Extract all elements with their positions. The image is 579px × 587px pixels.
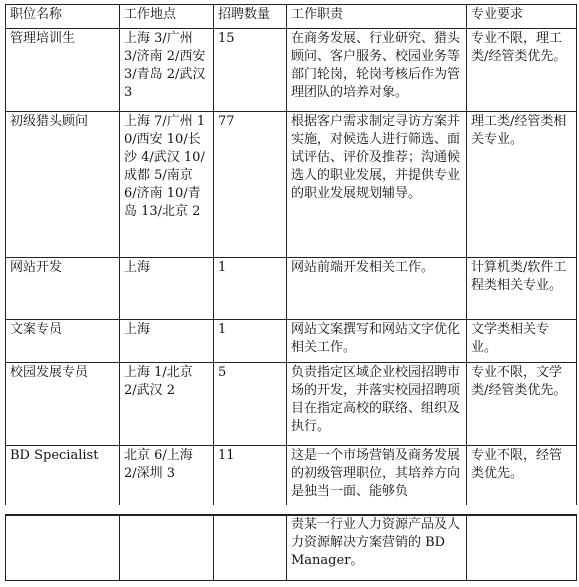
job-title: 校园发展专员 [6,363,120,446]
job-count: 77 [214,112,287,258]
table-row [6,112,577,258]
table-row [6,320,577,363]
job-count: 1 [214,320,287,363]
job-count: 1 [214,258,287,320]
job-location: 上海 1/北京 2/武汉 2 [120,363,214,446]
job-requirements: 计算机类/软件工程类相关专业。 [467,258,577,320]
job-location: 上海 7/广州 10/西安 10/长沙 4/武汉 10/成都 5/南京 6/济南 10/青岛 13/北京 2 [120,112,214,258]
header-requirements: 专业要求 [467,5,577,29]
job-count: 15 [214,29,287,112]
job-requirements: 专业不限，经管类优先。 [467,446,577,516]
header-duties: 工作职责 [287,5,467,29]
job-duties: 网站文案撰写和网站文字优化相关工作。 [287,320,467,363]
job-duties: 负责指定区域企业校园招聘市场的开发，并落实校园招聘项目在指定高校的联络、组织及执行。 [287,363,467,446]
job-requirements: 专业不限，理工类/经管类优先。 [467,29,577,112]
page-break [0,505,579,514]
job-count-empty [214,515,287,581]
job-duties: 在商务发展、行业研究、猎头顾问、客户服务、校园业务等部门轮岗，轮岗考核后作为管理团队的培养对象。 [287,29,467,112]
job-requirements: 理工类/经管类相关专业。 [467,112,577,258]
job-title: 管理培训生 [6,29,120,112]
job-count: 5 [214,363,287,446]
table-row-continued [6,515,577,581]
job-duties: 这是一个市场营销及商务发展的初级管理职位，其培养方向是独当一面、能够负 [287,446,467,516]
job-location: 北京 6/上海 2/深圳 3 [120,446,214,516]
job-title: 文案专员 [6,320,120,363]
table-row [6,363,577,446]
job-requirements-empty [467,515,577,581]
job-duties: 根据客户需求制定寻访方案并实施，对候选人进行筛选、面试评估、评价及推荐；沟通候选人的职业发展，并提供专业的职业发展规划辅导。 [287,112,467,258]
job-table-continued [5,514,577,581]
job-table [5,4,577,516]
job-location: 上海 3/广州 3/济南 2/西安 3/青岛 2/武汉 3 [120,29,214,112]
header-location: 工作地点 [120,5,214,29]
job-title: BD Specialist [6,446,120,516]
job-location-empty [120,515,214,581]
job-duties: 网站前端开发相关工作。 [287,258,467,320]
header-count: 招聘数量 [214,5,287,29]
job-requirements: 文学类相关专业。 [467,320,577,363]
table-header-row [6,5,577,29]
table-row [6,258,577,320]
job-requirements: 专业不限，文学类/经管类优先。 [467,363,577,446]
job-duties-continued: 责某一行业人力资源产品及人力资源解决方案营销的 BD Manager。 [287,515,467,581]
job-location: 上海 [120,320,214,363]
job-count: 11 [214,446,287,516]
job-title: 初级猎头顾问 [6,112,120,258]
job-title: 网站开发 [6,258,120,320]
job-title-empty [6,515,120,581]
job-location: 上海 [120,258,214,320]
header-title: 职位名称 [6,5,120,29]
table-row [6,29,577,112]
